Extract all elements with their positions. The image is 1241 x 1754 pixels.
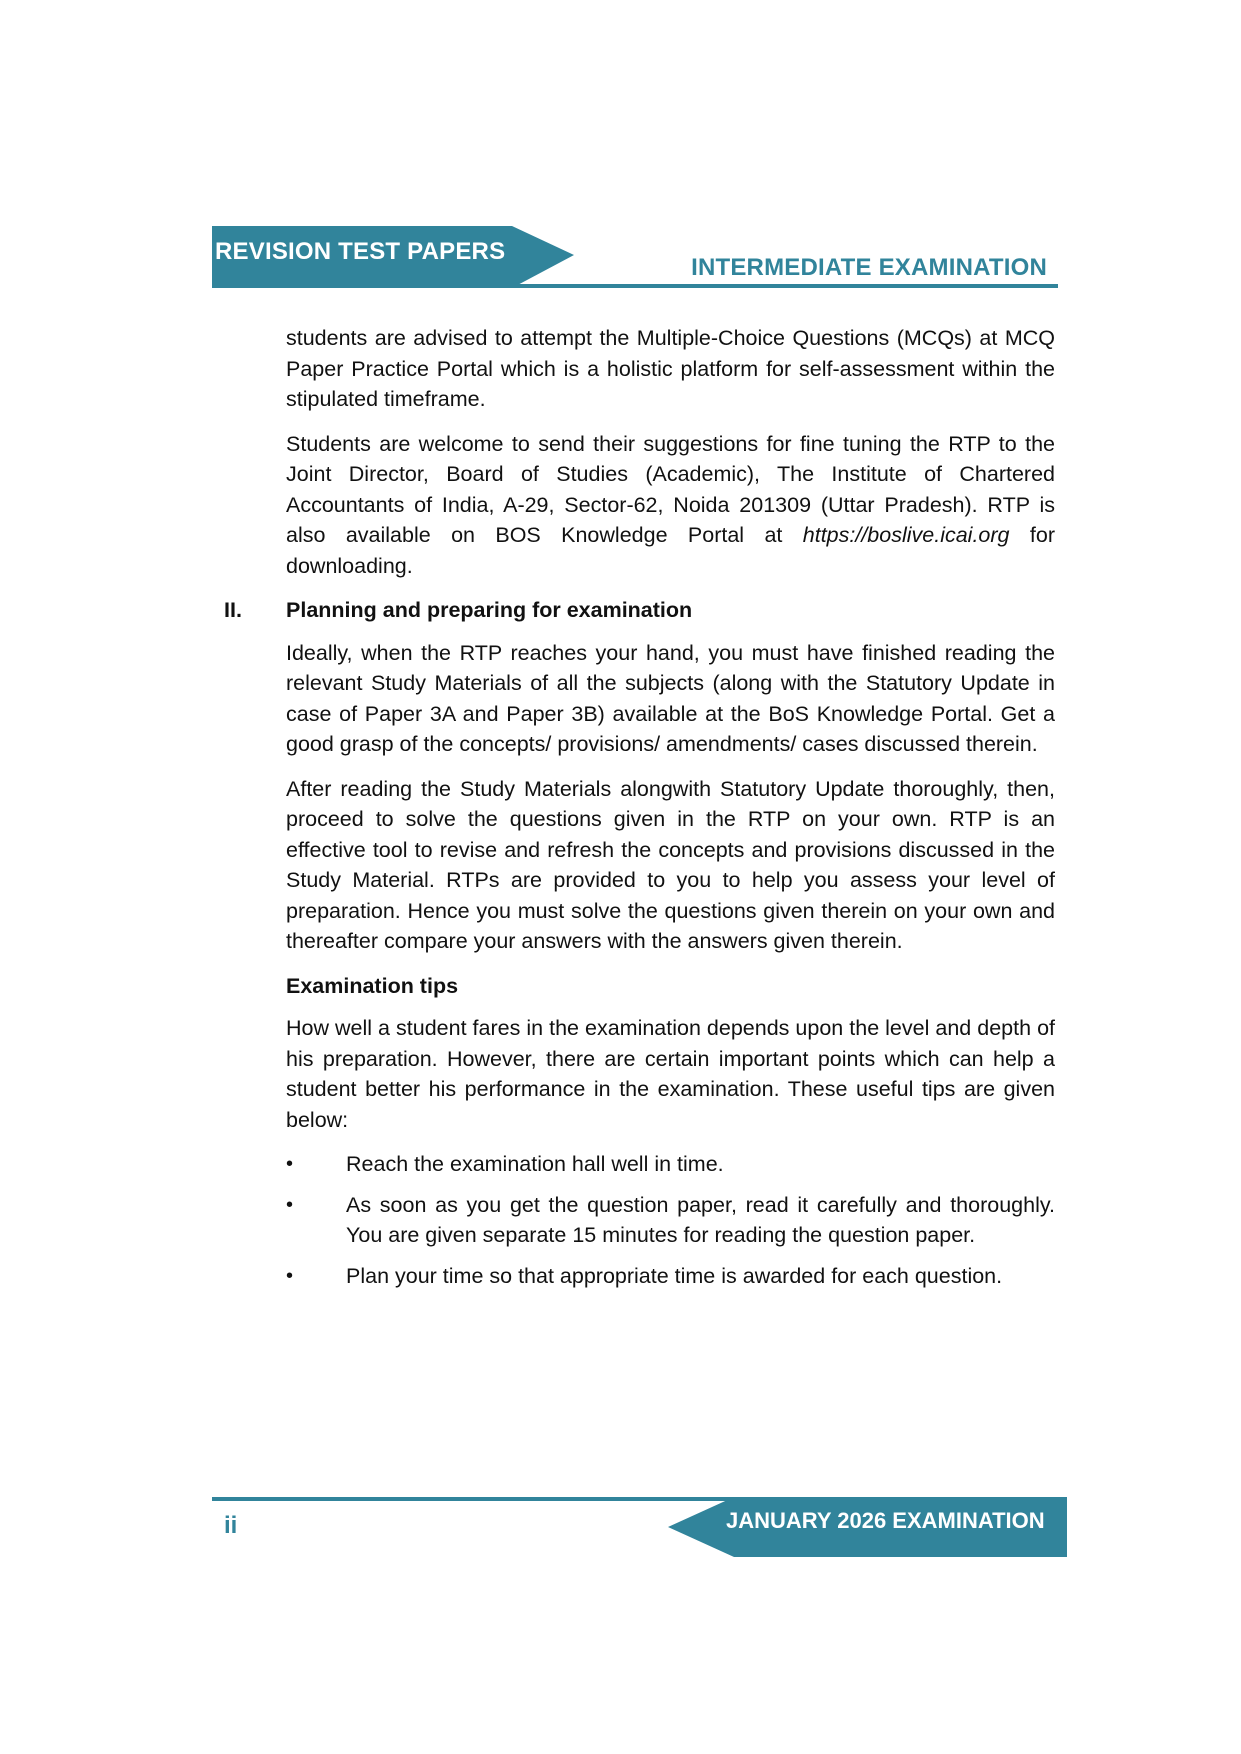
portal-link[interactable]: https://boslive.icai.org (802, 523, 1010, 547)
paragraph-suggestions-tail: for downloading. (286, 523, 1055, 578)
section-title: Planning and preparing for examination (286, 598, 693, 622)
section-heading (224, 595, 1055, 626)
header-banner-title: REVISION TEST PAPERS (215, 238, 506, 265)
bullet-icon: • (286, 1193, 294, 1216)
page-content (224, 323, 1055, 1301)
list-item (286, 1261, 1055, 1292)
page-number: ii (224, 1512, 238, 1539)
footer-banner-title: JANUARY 2026 EXAMINATION (726, 1508, 1045, 1533)
header-rule (212, 284, 1058, 288)
list-item (286, 1190, 1055, 1251)
section-number: II. (224, 598, 242, 622)
paragraph-solve-rtp: After reading the Study Materials alongwith Statutory Update thoroughly, then, proceed to solve the questions given in the RTP on your own. RTP is an effective tool to revise and refresh the concepts and provisions discussed in the Study Material. RTPs are provided to you to help you assess your level of preparation. Hence you must solve the questions given therein on your own and thereafter compare your answers with the answers given therein. (286, 776, 1055, 953)
list-item-text: Plan your time so that appropriate time is awarded for each question. (346, 1263, 1003, 1288)
paragraph-suggestions-text: Students are welcome to send their suggestions for fine tuning the RTP to the Joint Director, Board of Studies (Academic), The Institute of Chartered Accountants of India, A-29, Sector-62, Noida 201309 (Uttar Pradesh). RTP is also available on BOS Knowledge Portal at (286, 431, 1055, 547)
list-item (286, 1149, 1055, 1180)
paragraph-mcq-advice: students are advised to attempt the Multiple-Choice Questions (MCQs) at MCQ Paper Practice Portal which is a holistic platform for self-assessment within the stipulated timeframe. (286, 326, 1055, 411)
list-item-text: Reach the examination hall well in time. (346, 1152, 724, 1176)
bullet-icon: • (286, 1153, 294, 1175)
header-exam-title: INTERMEDIATE EXAMINATION (691, 254, 1047, 281)
bullet-icon: • (286, 1264, 294, 1287)
paragraph-study-materials: Ideally, when the RTP reaches your hand, you must have finished reading the relevant Study Materials of all the subjects (along with the Statutory Update in case of Paper 3A and Paper 3B) available at the BoS Knowledge Portal. Get a good grasp of the concepts/ provisions/ amendments/ cases discussed therein. (286, 640, 1055, 756)
paragraph-suggestions (286, 429, 1055, 582)
tips-list (286, 1149, 1055, 1291)
subheading-examination-tips: Examination tips (286, 973, 459, 998)
paragraph-tips-intro: How well a student fares in the examination depends upon the level and depth of his preparation. However, there are certain important points which can help a student better his performance in the examination. These useful tips are given below: (286, 1016, 1055, 1132)
list-item-text: As soon as you get the question paper, read it carefully and thoroughly. You are given separate 15 minutes for reading the question paper. (346, 1192, 1055, 1247)
